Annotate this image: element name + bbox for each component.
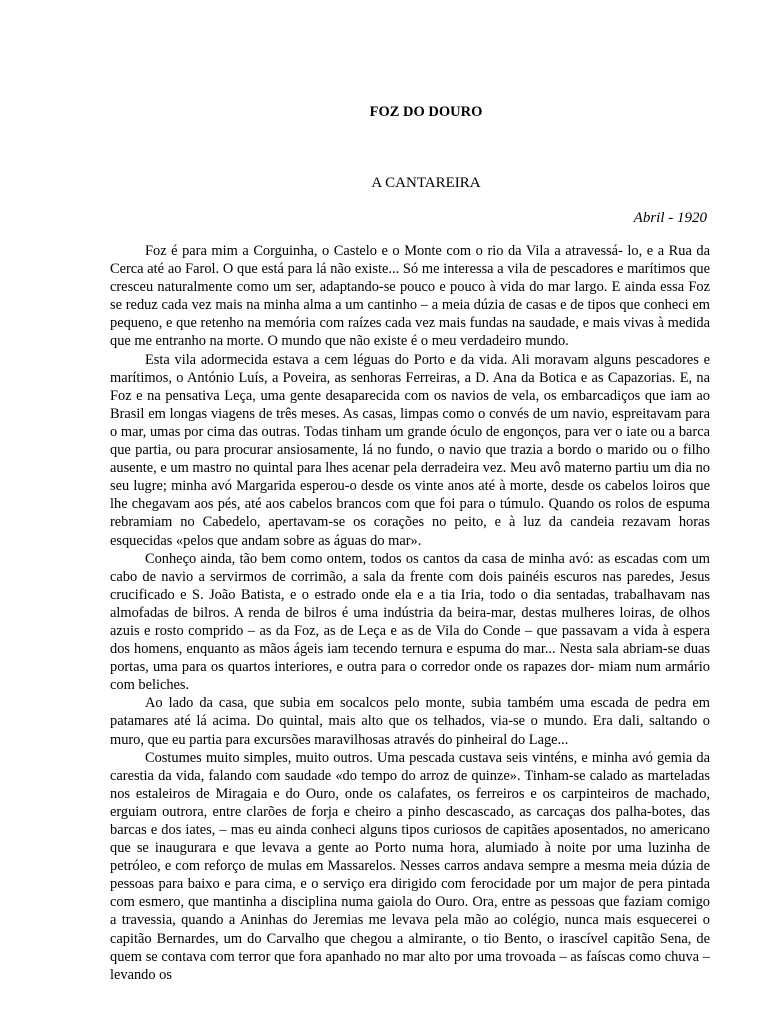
paragraph: Esta vila adormecida estava a cem léguas do Porto e da vida. Ali moravam alguns pescadores e marítimos, o António Luís, a Poveira, as senhoras Ferreiras, a D. Ana da Botica e as Capazorias. E, na Foz e na pensativa Leça, uma gente desaparecida com os navios de vela, os embarcadiços que iam ao Brasil em longas viagens de três meses. As casas, limpas como o convés de um navio, espreitavam para o mar, umas por cima das outras. Todas tinham um grande óculo de engonços, para ver o iate ou a barca que partia, ou para procurar ansiosamente, lá no fundo, o navio que trazia a bordo o marido ou o filho ausente, e um mastro no quintal para lhes acenar pela derradeira vez. Meu avô materno partiu um dia no seu lugre; minha avó Margarida esperou-o desde os vinte anos até à morte, desde os cabelos loiros que lhe chegavam aos pés, até aos cabelos brancos com que foi para o túmulo. Quando os rolos de espuma rebramiam no Cabedelo, apertavam-se os corações no peito, e à luz da candeia rezavam horas esquecidas «pelos que andam sobre as águas do mar».: [110, 351, 710, 549]
paragraph: Costumes muito simples, muito outros. Uma pescada custava seis vinténs, e minha avó gemia da carestia da vida, falando com saudade «do tempo do arroz de quinze». Tinham-se calado as marteladas nos estaleiros de Miragaia e do Ouro, onde os calafates, os ferreiros e os carpinteiros de machado, erguiam outrora, entre clarões de forja e cheiro a pinho descascado, as carcaças dos palha-botes, das barcas e dos iates, – mas eu ainda conheci alguns tipos curiosos de capitães aposentados, no americano que se inaugurara e que levava a gente ao Porto numa hora, alumiado à noite por uma luzinha de petróleo, e com reforço de mulas em Massarelos. Nesses carros andava sempre a mesma meia dúzia de pessoas para baixo e para cima, e o serviço era dirigido com ferocidade por um major de pera pintada com esmero, que mantinha a disciplina numa gaiola do Ouro. Ora, entre as pessoas que faziam comigo a travessia, quando a Aninhas do Jeremias me levava pela mão ao colégio, nunca mais esquecerei o capitão Bernardes, um do Carvalho que chegou a almirante, o tio Bento, o irascível capitão Sena, de quem se contava com terror que fora apanhado no mar alto por uma trovoada – as faíscas como chuva – levando os: [110, 749, 710, 983]
chapter-date: Abril - 1920: [633, 210, 707, 226]
paragraph: Foz é para mim a Corguinha, o Castelo e o Monte com o rio da Vila a atravessá- lo, e a Rua da Cerca até ao Farol. O que está para lá não existe... Só me interessa a vila de pescadores e marítimos que cresceu naturalmente como um ser, adaptando-se pouco e pouco à vida do mar largo. E ainda essa Foz se reduz cada vez mais na minha alma a um cantinho – a meia dúzia de casas e de tipos que conheci em pequeno, e que retenho na memória com raízes cada vez mais fundas na saudade, e mais vivas à medida que me entranho na morte. O mundo que não existe é o meu verdadeiro mundo.: [110, 243, 710, 350]
chapter-title: A CANTAREIRA: [371, 175, 481, 191]
document-title: FOZ DO DOURO: [369, 104, 483, 120]
body-text: [110, 242, 710, 984]
paragraph: Ao lado da casa, que subia em socalcos pelo monte, subia também uma escada de pedra em patamares até lá acima. Do quintal, mais alto que os telhados, via-se o mundo. Era dali, saltando o muro, que eu partia para excursões maravilhosas através do pinheiral do Lage...: [110, 695, 710, 748]
paragraph: Conheço ainda, tão bem como ontem, todos os cantos da casa de minha avó: as escadas com um cabo de navio a servirmos de corrimão, a sala da frente com dois painéis escuros nas paredes, Jesus crucificado e S. João Batista, e o estrado onde ela e a tia Iria, todo o dia sentadas, trabalhavam nas almofadas de bilros. A renda de bilros é uma indústria da beira-mar, destas mulheres loiras, de olhos azuis e rosto comprido – as da Foz, as de Leça e as de Vila do Conde – que passavam a vida à espera dos homens, enquanto as mãos ágeis iam tecendo ternura e espuma do mar... Nesta sala abriam-se duas portas, uma para os quartos interiores, e outra para o corredor onde os rapazes dor- miam num armário com beliches.: [110, 550, 710, 694]
